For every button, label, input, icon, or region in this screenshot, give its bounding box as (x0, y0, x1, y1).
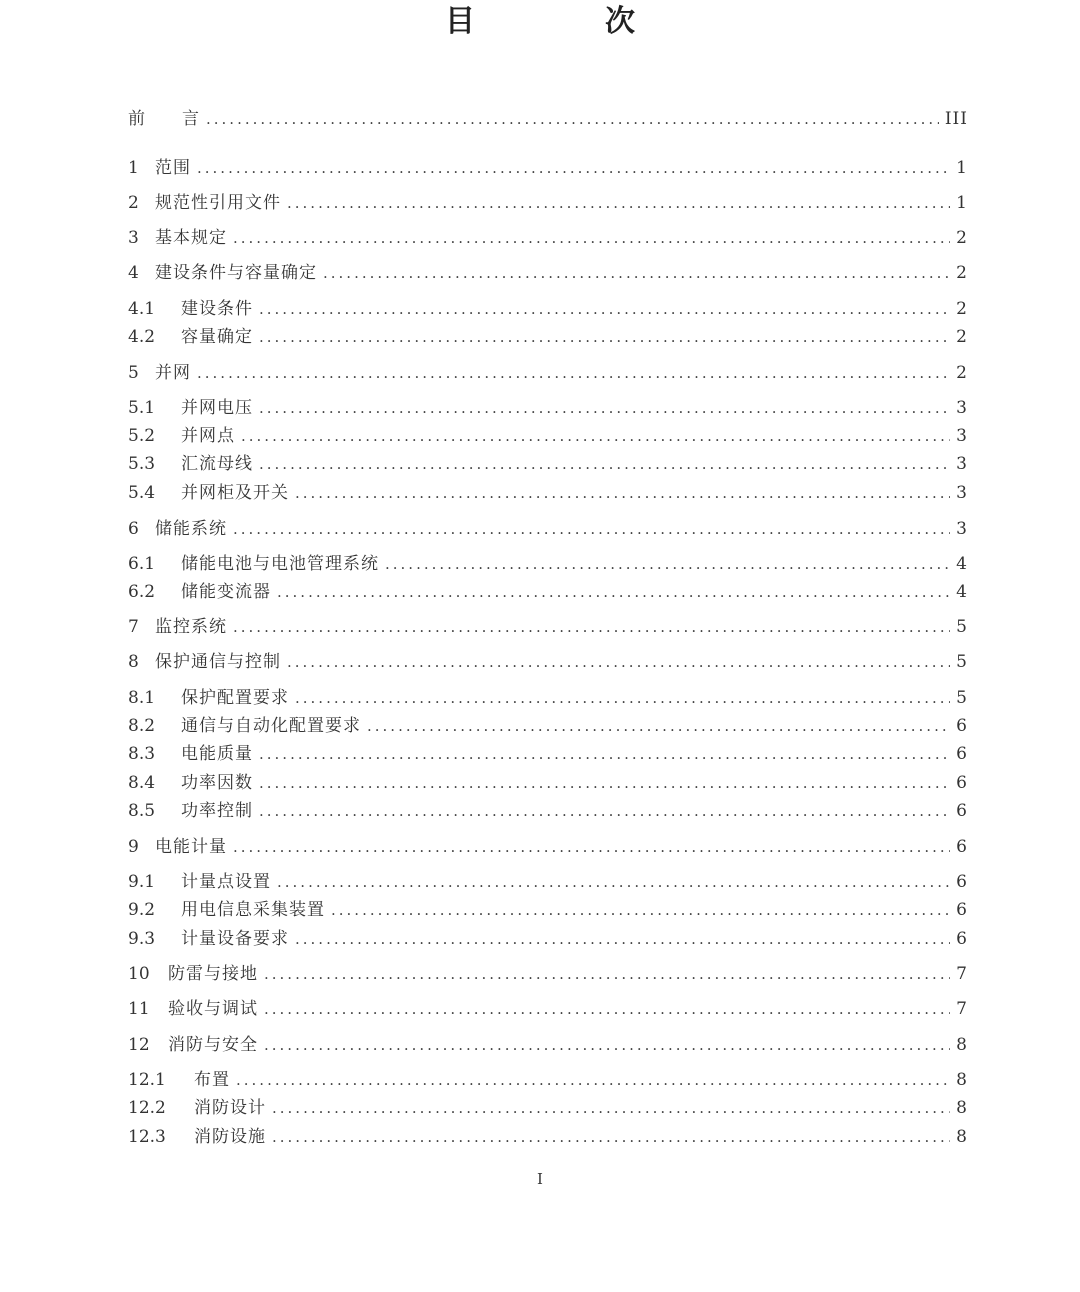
toc-entry-number: 10 (128, 964, 150, 984)
toc-entry[interactable] (128, 1032, 968, 1056)
toc-entry-page: 6 (956, 716, 968, 736)
toc-entry-preface[interactable] (128, 106, 968, 130)
toc-entry-page: 8 (956, 1070, 968, 1090)
toc-entry-page: 3 (956, 426, 968, 446)
toc-entry-page: 5 (956, 688, 968, 708)
toc-entry-page: 6 (956, 837, 968, 857)
toc-leader-dots (264, 965, 950, 985)
toc-entry-label: 前 言 (128, 109, 200, 129)
toc-entry[interactable] (128, 770, 968, 794)
toc-entry-number: 4 (128, 263, 139, 283)
toc-entry-page: 3 (956, 454, 968, 474)
toc-entry-number: 5.3 (128, 454, 156, 474)
toc-entry-number: 12.3 (128, 1127, 166, 1147)
toc-entry[interactable] (128, 451, 968, 475)
toc-entry-page: 2 (956, 363, 968, 383)
toc-entry-page: 7 (956, 964, 968, 984)
toc-entry-page: 2 (956, 228, 968, 248)
toc-entry-label: 储能变流器 (181, 582, 271, 602)
toc-entry-page: 8 (956, 1127, 968, 1147)
toc-entry[interactable] (128, 579, 968, 603)
toc-leader-dots (331, 901, 950, 921)
toc-entry-label: 消防与安全 (168, 1035, 258, 1055)
toc-entry-label: 功率因数 (181, 773, 253, 793)
toc-entry-page: 4 (956, 554, 968, 574)
toc-leader-dots (259, 328, 950, 348)
toc-entry-number: 8.5 (128, 801, 156, 821)
toc-entry[interactable] (128, 798, 968, 822)
toc-entry[interactable] (128, 260, 968, 284)
toc-entry-number: 4.2 (128, 327, 156, 347)
toc-entry-number: 4.1 (128, 299, 156, 319)
toc-entry[interactable] (128, 155, 968, 179)
toc-entry-page: 6 (956, 929, 968, 949)
toc-leader-dots (277, 583, 950, 603)
toc-leader-dots (233, 229, 950, 249)
toc-entry-label: 保护配置要求 (181, 688, 289, 708)
toc-entry-number: 8.1 (128, 688, 156, 708)
toc-entry[interactable] (128, 897, 968, 921)
toc-leader-dots (287, 194, 950, 214)
toc-leader-dots (241, 427, 950, 447)
toc-entry[interactable] (128, 685, 968, 709)
toc-entry-page: 8 (956, 1098, 968, 1118)
toc-entry-number: 8.2 (128, 716, 156, 736)
toc-leader-dots (259, 300, 950, 320)
toc-entry-number: 3 (128, 228, 139, 248)
toc-leader-dots (385, 555, 950, 575)
toc-entry[interactable] (128, 961, 968, 985)
toc-entry-number: 8.3 (128, 744, 156, 764)
toc-entry[interactable] (128, 713, 968, 737)
toc-leader-dots (323, 264, 950, 284)
toc-entry-label: 建设条件与容量确定 (155, 263, 317, 283)
toc-leader-dots (367, 717, 950, 737)
toc-leader-dots (287, 653, 950, 673)
toc-leader-dots (259, 802, 950, 822)
toc-entry[interactable] (128, 926, 968, 950)
toc-entry-label: 计量设备要求 (181, 929, 289, 949)
toc-entry-number: 9 (128, 837, 139, 857)
toc-entry[interactable] (128, 1124, 968, 1148)
toc-entry[interactable] (128, 834, 968, 858)
toc-leader-dots (233, 520, 950, 540)
toc-leader-dots (264, 1000, 950, 1020)
toc-leader-dots (236, 1071, 950, 1091)
toc-entry-number: 6 (128, 519, 139, 539)
toc-entry-number: 8 (128, 652, 139, 672)
toc-entry[interactable] (128, 614, 968, 638)
toc-entry-number: 9.1 (128, 872, 156, 892)
toc-entry-label: 电能计量 (155, 837, 227, 857)
toc-entry[interactable] (128, 360, 968, 384)
toc-leader-dots (233, 838, 950, 858)
toc-entry-number: 12.1 (128, 1070, 166, 1090)
toc-entry[interactable] (128, 996, 968, 1020)
toc-entry[interactable] (128, 423, 968, 447)
toc-entry-page: 8 (956, 1035, 968, 1055)
toc-entry-number: 6.1 (128, 554, 156, 574)
toc-entry-label: 范围 (155, 158, 191, 178)
toc-leader-dots (295, 484, 950, 504)
toc-entry-number: 9.2 (128, 900, 156, 920)
toc-entry-label: 并网电压 (181, 398, 253, 418)
toc-entry-page: 7 (956, 999, 968, 1019)
toc-entry-label: 汇流母线 (181, 454, 253, 474)
toc-entry[interactable] (128, 395, 968, 419)
page-title: 目 次 (445, 4, 685, 39)
toc-entry-label: 保护通信与控制 (155, 652, 281, 672)
toc-entry-label: 容量确定 (181, 327, 253, 347)
toc-entry-number: 11 (128, 999, 150, 1019)
toc-leader-dots (264, 1036, 950, 1056)
toc-entry-page: 5 (956, 652, 968, 672)
toc-entry-page: 3 (956, 483, 968, 503)
toc-entry-page: 1 (956, 193, 968, 213)
toc-entry[interactable] (128, 480, 968, 504)
toc-entry[interactable] (128, 190, 968, 214)
toc-entry-label: 功率控制 (181, 801, 253, 821)
toc-entry-page: 2 (956, 263, 968, 283)
toc-entry-label: 监控系统 (155, 617, 227, 637)
toc-entry-label: 建设条件 (181, 299, 253, 319)
toc-entry-number: 6.2 (128, 582, 156, 602)
toc-entry-label: 基本规定 (155, 228, 227, 248)
toc-leader-dots (272, 1099, 950, 1119)
toc-entry-page: 4 (956, 582, 968, 602)
toc-entry-label: 储能电池与电池管理系统 (181, 554, 379, 574)
toc-entry-number: 7 (128, 617, 139, 637)
toc-entry[interactable] (128, 551, 968, 575)
toc-entry-number: 12 (128, 1035, 150, 1055)
toc-leader-dots (233, 618, 950, 638)
toc-entry[interactable] (128, 869, 968, 893)
toc-entry[interactable] (128, 296, 968, 320)
toc-entry-number: 12.2 (128, 1098, 166, 1118)
toc-entry-number: 5 (128, 363, 139, 383)
toc-entry[interactable] (128, 225, 968, 249)
toc-entry-label: 布置 (194, 1070, 230, 1090)
toc-leader-dots (295, 689, 950, 709)
toc-entry[interactable] (128, 324, 968, 348)
toc-entry-page: 1 (956, 158, 968, 178)
toc-entry-page: 3 (956, 519, 968, 539)
toc-leader-dots (259, 745, 950, 765)
toc-entry-label: 通信与自动化配置要求 (181, 716, 361, 736)
toc-entry-page: 6 (956, 801, 968, 821)
toc-entry-label: 并网柜及开关 (181, 483, 289, 503)
toc-entry-page: 2 (956, 327, 968, 347)
toc-entry-number: 8.4 (128, 773, 156, 793)
toc-entry-page: 6 (956, 900, 968, 920)
toc-leader-dots (259, 399, 950, 419)
toc-entry[interactable] (128, 649, 968, 673)
toc-entry[interactable] (128, 1095, 968, 1119)
toc-leader-dots (277, 873, 950, 893)
toc-entry-label: 计量点设置 (181, 872, 271, 892)
toc-entry-page: III (944, 109, 968, 129)
toc-entry[interactable] (128, 1067, 968, 1091)
toc-entry-number: 2 (128, 193, 139, 213)
toc-leader-dots (259, 455, 950, 475)
toc-leader-dots (272, 1128, 950, 1148)
toc-entry-number: 1 (128, 158, 139, 178)
page-footer-number: I (537, 1170, 543, 1188)
toc-entry-number: 9.3 (128, 929, 156, 949)
toc-entry-label: 并网点 (181, 426, 235, 446)
toc-entry[interactable] (128, 516, 968, 540)
toc-entry-label: 并网 (155, 363, 191, 383)
toc-entry-number: 5.1 (128, 398, 156, 418)
toc-entry-label: 用电信息采集装置 (181, 900, 325, 920)
toc-entry-label: 储能系统 (155, 519, 227, 539)
toc-entry-label: 消防设施 (194, 1127, 266, 1147)
toc-entry-page: 6 (956, 744, 968, 764)
toc-leader-dots (197, 364, 950, 384)
toc-leader-dots (295, 930, 950, 950)
toc-entry-page: 6 (956, 773, 968, 793)
toc-entry-number: 5.2 (128, 426, 156, 446)
toc-entry-number: 5.4 (128, 483, 156, 503)
toc-entry-label: 验收与调试 (168, 999, 258, 1019)
toc-entry-page: 5 (956, 617, 968, 637)
toc-entry-page: 3 (956, 398, 968, 418)
toc-entry-label: 规范性引用文件 (155, 193, 281, 213)
toc-entry-label: 电能质量 (181, 744, 253, 764)
toc-entry-page: 6 (956, 872, 968, 892)
toc-entry[interactable] (128, 741, 968, 765)
toc-entry-label: 消防设计 (194, 1098, 266, 1118)
toc-leader-dots (197, 159, 950, 179)
toc-entry-page: 2 (956, 299, 968, 319)
toc-entry-label: 防雷与接地 (168, 964, 258, 984)
toc-leader-dots (206, 110, 939, 130)
toc-leader-dots (259, 774, 950, 794)
